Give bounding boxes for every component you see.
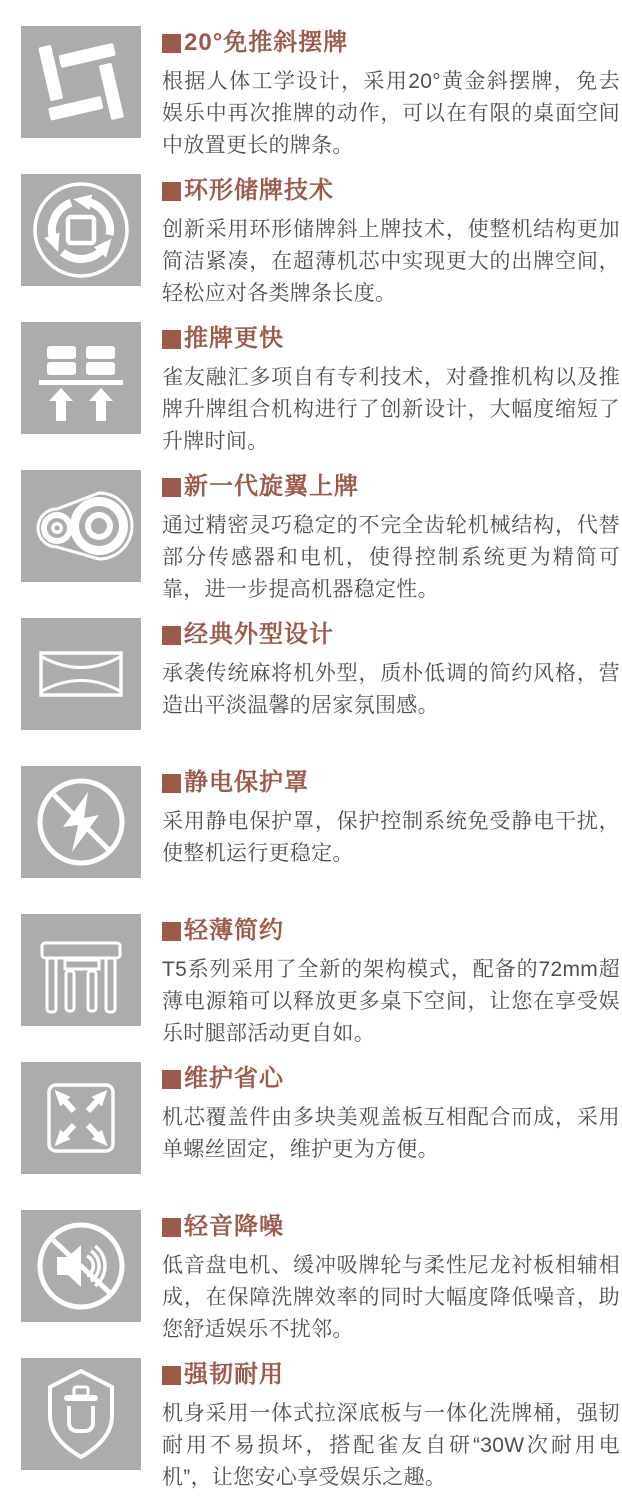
- title-bullet-square: [162, 1070, 181, 1089]
- title-bullet-square: [162, 626, 181, 645]
- feature-title-text: 推牌更快: [184, 325, 284, 352]
- feature-title-text: 维护省心: [184, 1065, 284, 1092]
- feature-text: [162, 618, 620, 722]
- title-bullet-square: [162, 330, 181, 349]
- feature-description: 采用静电保护罩，保护控制系统免受静电干扰，使整机运行更稳定。: [162, 810, 620, 865]
- feature-title-text: 静电保护罩: [184, 769, 309, 796]
- ring-storage-icon: [21, 174, 141, 286]
- title-bullet-square: [162, 182, 181, 201]
- feature-description: 雀友融汇多项自有专利技术，对叠推机构以及推牌升牌组合机构进行了创新设计，大幅度缩短了升牌时间。: [162, 366, 620, 453]
- feature-item: [0, 470, 622, 618]
- feature-title: [162, 1361, 620, 1389]
- feature-item: [0, 618, 622, 766]
- feature-title-text: 强韧耐用: [184, 1361, 284, 1388]
- feature-description: T5系列采用了全新的架构模式，配备的72mm超薄电源箱可以释放更多桌下空间，让您在享受娱乐时腿部活动更自如。: [162, 958, 620, 1045]
- feature-item: [0, 322, 622, 470]
- feature-description: 机芯覆盖件由多块美观盖板互相配合而成，采用单螺丝固定，维护更为方便。: [162, 1106, 620, 1161]
- feature-text: [162, 174, 620, 310]
- feature-text: [162, 1210, 620, 1346]
- belt-pulley-icon: [21, 470, 141, 582]
- feature-description: 承袭传统麻将机外型，质朴低调的简约风格，营造出平淡温馨的居家氛围感。: [162, 662, 620, 717]
- feature-description: 根据人体工学设计，采用20°黄金斜摆牌，免去娱乐中再次推牌的动作，可以在有限的桌面空间中放置更长的牌条。: [162, 70, 620, 157]
- title-bullet-square: [162, 922, 181, 941]
- push-tiles-arrows-icon: [21, 322, 141, 434]
- mute-icon: [21, 1210, 141, 1322]
- feature-item: [0, 1210, 622, 1358]
- title-bullet-square: [162, 1218, 181, 1237]
- tilted-tiles-icon: [21, 26, 141, 138]
- no-static-icon: [21, 766, 141, 878]
- feature-item: [0, 766, 622, 914]
- feature-title: [162, 177, 620, 205]
- shield-bucket-icon: [21, 1358, 141, 1470]
- feature-item: [0, 1358, 622, 1506]
- feature-text: [162, 470, 620, 606]
- feature-title-text: 环形储牌技术: [184, 177, 334, 204]
- feature-description: 低音盘电机、缓冲吸牌轮与柔性尼龙衬板相辅相成，在保障洗牌效率的同时大幅度降低噪音，助您舒适娱乐不扰邻。: [162, 1254, 620, 1341]
- feature-description: 通过精密灵巧稳定的不完全齿轮机械结构，代替部分传感器和电机，使得控制系统更为精简可靠，进一步提高机器稳定性。: [162, 514, 620, 601]
- feature-text: [162, 914, 620, 1050]
- title-bullet-square: [162, 34, 181, 53]
- feature-title: [162, 769, 620, 797]
- feature-title: [162, 1213, 620, 1241]
- feature-item: [0, 1062, 622, 1210]
- feature-title: [162, 473, 620, 501]
- feature-title-text: 轻音降噪: [184, 1213, 284, 1240]
- feature-title-text: 轻薄简约: [184, 917, 284, 944]
- feature-text: [162, 1358, 620, 1494]
- title-bullet-square: [162, 774, 181, 793]
- slim-table-icon: [21, 914, 141, 1026]
- feature-description: 机身采用一体式拉深底板与一体化洗牌桶，强韧耐用不易损坏，搭配雀友自研“30W次耐用电机”，让您安心享受娱乐之趣。: [162, 1402, 620, 1489]
- feature-title: [162, 325, 620, 353]
- feature-title-text: 新一代旋翼上牌: [184, 473, 359, 500]
- feature-text: [162, 26, 620, 162]
- feature-item: [0, 174, 622, 322]
- feature-title: [162, 29, 620, 57]
- feature-description: 创新采用环形储牌斜上牌技术，使整机结构更加简洁紧凑，在超薄机芯中实现更大的出牌空间，轻松应对各类牌条长度。: [162, 218, 620, 305]
- feature-title: [162, 621, 620, 649]
- feature-item: [0, 914, 622, 1062]
- feature-text: [162, 322, 620, 458]
- title-bullet-square: [162, 478, 181, 497]
- feature-title: [162, 1065, 620, 1093]
- feature-text: [162, 1062, 620, 1166]
- feature-title-text: 经典外型设计: [184, 621, 334, 648]
- expand-arrows-icon: [21, 1062, 141, 1174]
- title-bullet-square: [162, 1366, 181, 1385]
- feature-title: [162, 917, 620, 945]
- feature-text: [162, 766, 620, 870]
- table-profile-icon: [21, 618, 141, 730]
- feature-title-text: 20°免推斜摆牌: [184, 29, 349, 56]
- feature-item: [0, 26, 622, 174]
